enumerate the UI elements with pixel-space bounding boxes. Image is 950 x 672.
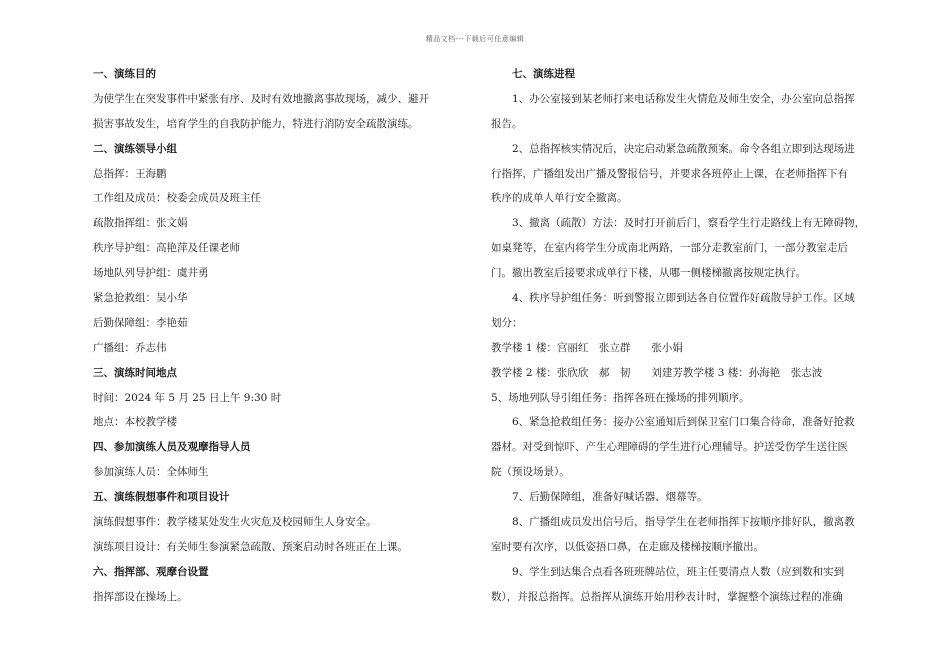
text-line: 数），并报总指挥。总指挥从演练开始用秒表计时，掌握整个演练过程的准确 [491, 590, 843, 603]
text-line: 3、撤离（疏散）方法：及时打开前后门，察看学生行走路线上有无障碍物， [512, 217, 866, 230]
text-line: 参加演练人员：全体师生 [93, 466, 209, 479]
section-heading: 五、演练假想事件和项目设计 [93, 491, 230, 504]
section-heading: 二、演练领导小组 [93, 142, 177, 155]
page-header: 精品文档---下载后可任意编辑 [425, 35, 525, 43]
text-line: 秩序导护组：高艳萍及任课老师 [93, 242, 240, 255]
text-line: 室时要有次序，以低姿捂口鼻，在走廊及楼梯按顺序撤出。 [491, 540, 764, 553]
text-line: 6、紧急抢救组任务：接办公室通知后到保卫室门口集合待命，准备好抢救 [512, 416, 855, 429]
text-line: 4、秩序导护组任务：听到警报立即到达各自位置作好疏散导护工作。区域 [512, 292, 855, 305]
text-line: 为使学生在突发事件中紧张有序、及时有效地撤离事故现场，减少、避开 [93, 92, 429, 105]
section-heading: 七、演练进程 [512, 68, 575, 80]
text-line: 报告。 [491, 117, 523, 130]
text-line: 总指挥：王海鹏 [93, 167, 167, 180]
text-line: 紧急抢救组：吴小华 [93, 292, 188, 305]
text-line: 时间：2024 年 5 月 25 日上午 9:30 时 [93, 391, 282, 404]
text-line: 场地队列导护组：虞井勇 [93, 267, 209, 280]
text-line: 演练假想事件：教学楼某处发生火灾危及校园师生人身安全。 [93, 516, 377, 529]
text-line: 2、总指挥核实情况后，决定启动紧急疏散预案。命令各组立即到达现场进 [512, 142, 855, 155]
text-line: 演练项目设计：有关师生参演紧急疏散、预案启动时各班正在上课。 [93, 540, 408, 553]
text-line: 行指挥，广播组发出广播及警报信号，并要求各班停止上课，在老师指挥下有 [491, 167, 848, 180]
text-line: 教学楼 1 楼：宫丽红 张立群 张小娟 [491, 341, 683, 354]
text-line: 损害事故发生，培育学生的自我防护能力，特进行消防安全疏散演练。 [93, 117, 419, 130]
text-line: 5、场地列队导引组任务：指挥各班在操场的排列顺序。 [491, 391, 750, 404]
text-line: 8、广播组成员发出信号后，指导学生在老师指挥下按顺序排好队，撤离教 [512, 516, 855, 529]
text-line: 7、后勤保障组，准备好喊话器、烟幕等。 [512, 491, 708, 504]
section-heading: 四、参加演练人员及观摩指导人员 [93, 441, 251, 454]
text-line: 1、办公室接到某老师打来电话称发生火情危及师生安全，办公室向总指挥 [512, 92, 855, 105]
text-line: 门。撤出教室后接要求成单行下楼，从哪一侧楼梯撤离按规定执行。 [491, 267, 806, 280]
text-line: 教学楼 2 楼：张欣欣 郝 韧 刘建芳教学楼 3 楼：孙海艳 张志波 [491, 366, 823, 379]
text-line: 如桌凳等，在室内将学生分成南北两路，一部分走教室前门，一部分教室走后 [491, 242, 848, 255]
text-line: 器材。对受到惊吓、产生心理障碍的学生进行心理辅导。护送受伤学生送往医 [491, 441, 848, 454]
text-line: 秩序的成单人单行安全撤离。 [491, 192, 628, 205]
text-line: 院（预设场景）。 [491, 466, 570, 479]
text-line: 划分： [491, 316, 523, 329]
text-line: 9、学生到达集合点看各班班牌站位，班主任要清点人数（应到数和实到 [512, 565, 845, 578]
text-line: 工作组及成员：校委会成员及班主任 [93, 192, 261, 205]
section-heading: 六、指挥部、观摩台设置 [93, 565, 209, 578]
text-line: 指挥部设在操场上。 [93, 590, 188, 603]
right-column [491, 62, 883, 610]
section-heading: 一、演练目的 [93, 68, 156, 80]
text-line: 疏散指挥组：张文娟 [93, 217, 188, 230]
text-line: 广播组：乔志伟 [93, 341, 167, 354]
text-line: 地点：本校教学楼 [93, 416, 177, 429]
left-column [93, 62, 465, 610]
text-line: 后勤保障组：李艳茹 [93, 316, 188, 329]
section-heading: 三、演练时间地点 [93, 366, 177, 379]
